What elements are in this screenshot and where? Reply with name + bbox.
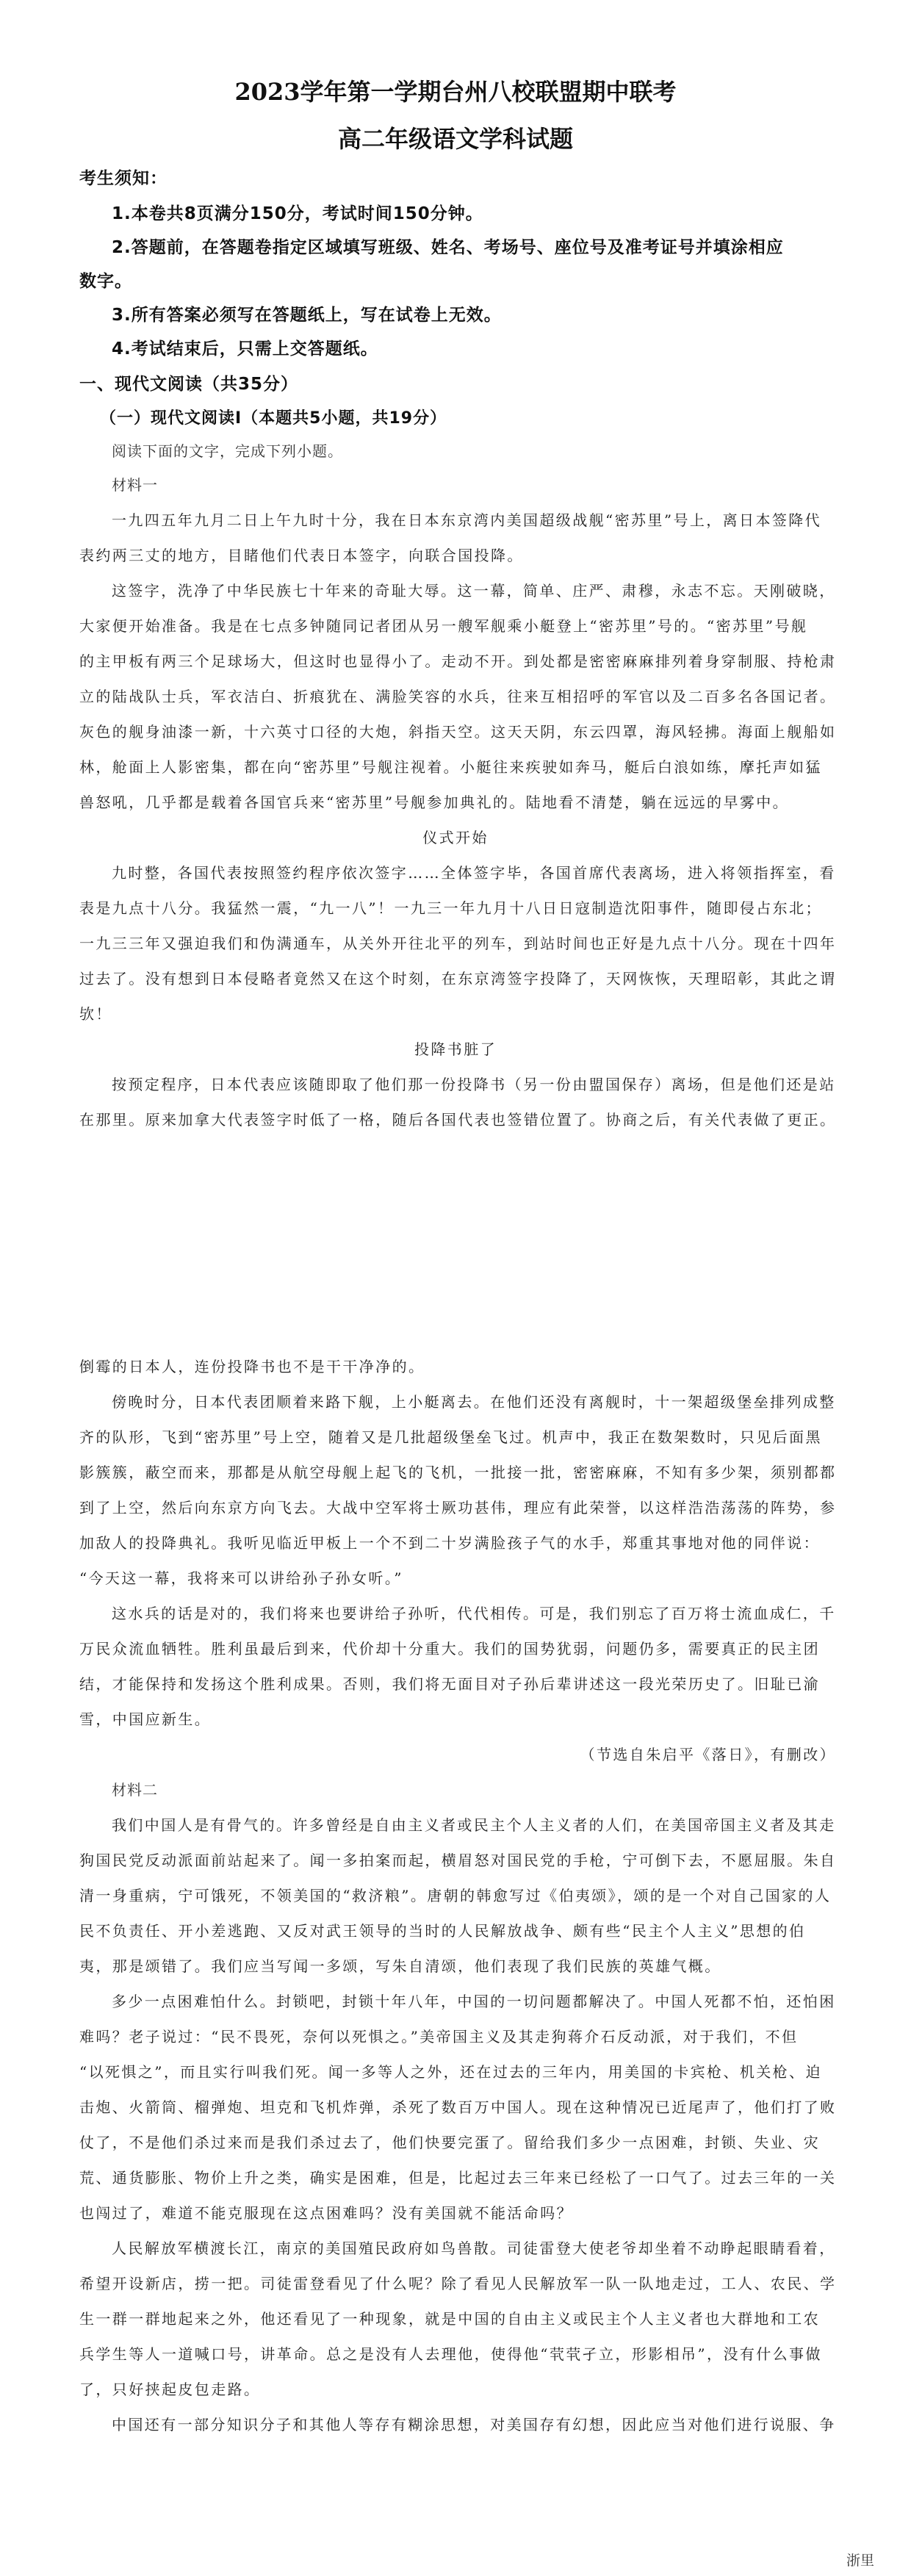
text-line: 也闯过了，难道不能克服现在这点困难吗？没有美国就不能活命吗？ [79, 2204, 573, 2222]
text-line: 兵学生等人一道喊口号，讲革命。总之是没有人去理他，使得他“茕茕孑立，形影相吊”，没有什么事做 [79, 2345, 822, 2363]
subheading-book: 投降书脏了 [414, 1040, 497, 1058]
notice-item: 3.所有答案必须写在答题纸上，写在试卷上无效。 [112, 306, 502, 325]
source-note: （节选自朱启平《落日》，有删改） [580, 1746, 836, 1763]
text-line: 这水兵的话是对的，我们将来也要讲给子孙听，代代相传。可是，我们别忘了百万将士流血成仁，千 [112, 1605, 836, 1622]
notice-item: 2.答题前，在答题卷指定区域填写班级、姓名、考场号、座位号及准考证号并填涂相应 [112, 238, 784, 257]
material-label: 材料一 [112, 476, 158, 494]
text-line: 灰色的舰身油漆一新，十六英寸口径的大炮，斜指天空。这天天阴，东云四罩，海风轻拂。海面上舰船如 [79, 723, 837, 741]
text-line: 一九四五年九月二日上午九时十分，我在日本东京湾内美国超级战舰“密苏里”号上，离日本签降代 [112, 511, 822, 529]
text-line: 了，只好挟起皮包走路。 [79, 2381, 261, 2398]
text-line: 狗国民党反动派面前站起来了。闻一多拍案而起，横眉怒对国民党的手枪，宁可倒下去，不愿屈服。朱自 [79, 1852, 837, 1869]
text-line: “以死惧之”，而且实行叫我们死。闻一多等人之外，还在过去的三年内，用美国的卡宾枪、机关枪、迫 [79, 2063, 822, 2081]
text-line: 人民解放军横渡长江，南京的美国殖民政府如鸟兽散。司徒雷登大使老爷却坐着不动睁起眼睛看着， [112, 2239, 836, 2257]
text-line: 清一身重病，宁可饿死，不领美国的“救济粮”。唐朝的韩愈写过《伯夷颂》，颂的是一个对自己国家的人 [79, 1887, 832, 1904]
text-line: 结，才能保持和发扬这个胜利成果。否则，我们将无面目对子孙后辈讲述这一段光荣历史了。旧耻已渝 [79, 1675, 820, 1693]
exam-title: 2023学年第一学期台州八校联盟期中联考 [234, 78, 677, 106]
text-line: 林，舱面上人影密集，都在向“密苏里”号舰注视着。小艇往来疾驶如奔马，艇后白浪如练，摩托声如猛 [79, 758, 822, 776]
notice-item: 数字。 [79, 272, 132, 291]
text-line: 希望开设新店，捞一把。司徒雷登看见了什么呢？除了看见人民解放军一队一队地走过，工人、农民、学 [79, 2275, 837, 2292]
section-heading: 一、现代文阅读（共35分） [79, 375, 299, 394]
text-line: 击炮、火箭筒、榴弹炮、坦克和飞机炸弹，杀死了数百万中国人。现在这种情况已近尾声了，他们打了败 [79, 2098, 837, 2116]
text-line: 中国还有一部分知识分子和其他人等存有糊涂思想，对美国存有幻想，因此应当对他们进行说服、争 [112, 2416, 836, 2433]
text-line: 一九三三年又强迫我们和伪满通车，从关外开往北平的列车，到站时间也正好是九点十八分。现在十四年 [79, 935, 837, 952]
text-line: 表是九点十八分。我猛然一震，“九一八”！一九三一年九月十八日日寇制造沈阳事件，随即侵占东北； [79, 899, 822, 917]
instruction-text: 阅读下面的文字，完成下列小题。 [112, 442, 343, 460]
text-line: 生一群一群地起来之外，他还看见了一种现象，就是中国的自由主义或民主个人主义者也大群地和工农 [79, 2310, 820, 2328]
text-line: 齐的队形，飞到“密苏里”号上空，随着又是几批超级堡垒飞过。机声中，我正在数架数时，只见后面黑 [79, 1428, 822, 1446]
text-line: 倒霉的日本人，连份投降书也不是干干净净的。 [79, 1358, 425, 1375]
notice-item: 1.本卷共8页满分150分，考试时间150分钟。 [112, 204, 483, 223]
text-line: 立的陆战队士兵，军衣洁白、折痕犹在、满脸笑容的水兵，往来互相招呼的军官以及二百多名各国记者。 [79, 688, 837, 705]
material-label: 材料二 [112, 1781, 158, 1799]
text-line: 雪，中国应新生。 [79, 1710, 212, 1728]
part-heading: （一）现代文阅读Ⅰ（本题共5小题，共19分） [100, 409, 447, 428]
text-line: 这签字，洗净了中华民族七十年来的奇耻大辱。这一幕，简单、庄严、肃穆，永志不忘。天刚破晓， [112, 582, 836, 600]
text-line: 荒、通货膨胀、物价上升之类，确实是困难，但是，比起过去三年来已经松了一口气了。过去三年的一关 [79, 2169, 837, 2187]
text-line: 兽怒吼，几乎都是载着各国官兵来“密苏里”号舰参加典礼的。陆地看不清楚，躺在远远的早雾中。 [79, 794, 790, 811]
text-line: 民不负责任、开小差逃跑、又反对武王领导的当时的人民解放战争、颇有些“民主个人主义”思想的伯 [79, 1922, 806, 1940]
footer-mark: 浙里 [846, 2552, 874, 2569]
exam-subtitle: 高二年级语文学科试题 [337, 125, 573, 153]
text-line: 难吗？老子说过：“民不畏死，奈何以死惧之。”美帝国主义及其走狗蒋介石反动派，对于我们，不但 [79, 2028, 799, 2046]
text-line: 按预定程序，日本代表应该随即取了他们那一份投降书（另一份由盟国保存）离场，但是他们还是站 [112, 1076, 836, 1093]
text-line: 过去了。没有想到日本侵略者竟然又在这个时刻，在东京湾签字投降了，天网恢恢，天理昭彰，其此之谓 [79, 970, 837, 987]
text-line: 欤！ [79, 1005, 112, 1023]
text-line: 表约两三丈的地方，目睹他们代表日本签字，向联合国投降。 [79, 547, 524, 564]
text-line: 大家便开始准备。我是在七点多钟随同记者团从另一艘军舰乘小艇登上“密苏里”号的。“密苏里”号舰 [79, 617, 808, 635]
text-line: 的主甲板有两三个足球场大，但这时也显得小了。走动不开。到处都是密密麻麻排列着身穿制服、持枪肃 [79, 652, 837, 670]
text-line: 在那里。原来加拿大代表签字时低了一格，随后各国代表也签错位置了。协商之后，有关代表做了更正。 [79, 1111, 837, 1129]
subheading-ceremony: 仪式开始 [422, 829, 489, 846]
text-line: 到了上空，然后向东京方向飞去。大战中空军将士厥功甚伟，理应有此荣誉，以这样浩浩荡荡的阵势，参 [79, 1499, 837, 1517]
text-line: 仗了，不是他们杀过来而是我们杀过去了，他们快要完蛋了。留给我们多少一点困难，封锁、失业、灾 [79, 2134, 820, 2151]
text-line: 我们中国人是有骨气的。许多曾经是自由主义者或民主个人主义者的人们，在美国帝国主义者及其走 [112, 1816, 836, 1834]
text-line: 九时整，各国代表按照签约程序依次签字……全体签字毕，各国首席代表离场，进入将领指挥室，看 [112, 864, 836, 882]
text-line: 傍晚时分，日本代表团顺着来路下舰，上小艇离去。在他们还没有离舰时，十一架超级堡垒排列成整 [112, 1393, 836, 1411]
text-line: 影簇簇，蔽空而来，那都是从航空母舰上起飞的飞机，一批接一批，密密麻麻，不知有多少架，须别都都 [79, 1464, 837, 1481]
text-line: 万民众流血牺牲。胜利虽最后到来，代价却十分重大。我们的国势犹弱，问题仍多，需要真正的民主团 [79, 1640, 820, 1658]
text-line: 夷，那是颂错了。我们应当写闻一多颂，写朱自清颂，他们表现了我们民族的英雄气概。 [79, 1957, 721, 1975]
text-line: 加敌人的投降典礼。我听见临近甲板上一个不到二十岁满脸孩子气的水手，郑重其事地对他的同伴说： [79, 1534, 820, 1552]
notice-item: 4.考试结束后，只需上交答题纸。 [112, 339, 378, 359]
text-line: 多少一点困难怕什么。封锁吧，封锁十年八年，中国的一切问题都解决了。中国人死都不怕，还怕困 [112, 1993, 836, 2010]
notice-heading: 考生须知： [79, 169, 168, 188]
text-line: “今天这一幕，我将来可以讲给孙子孙女听。” [79, 1569, 403, 1587]
